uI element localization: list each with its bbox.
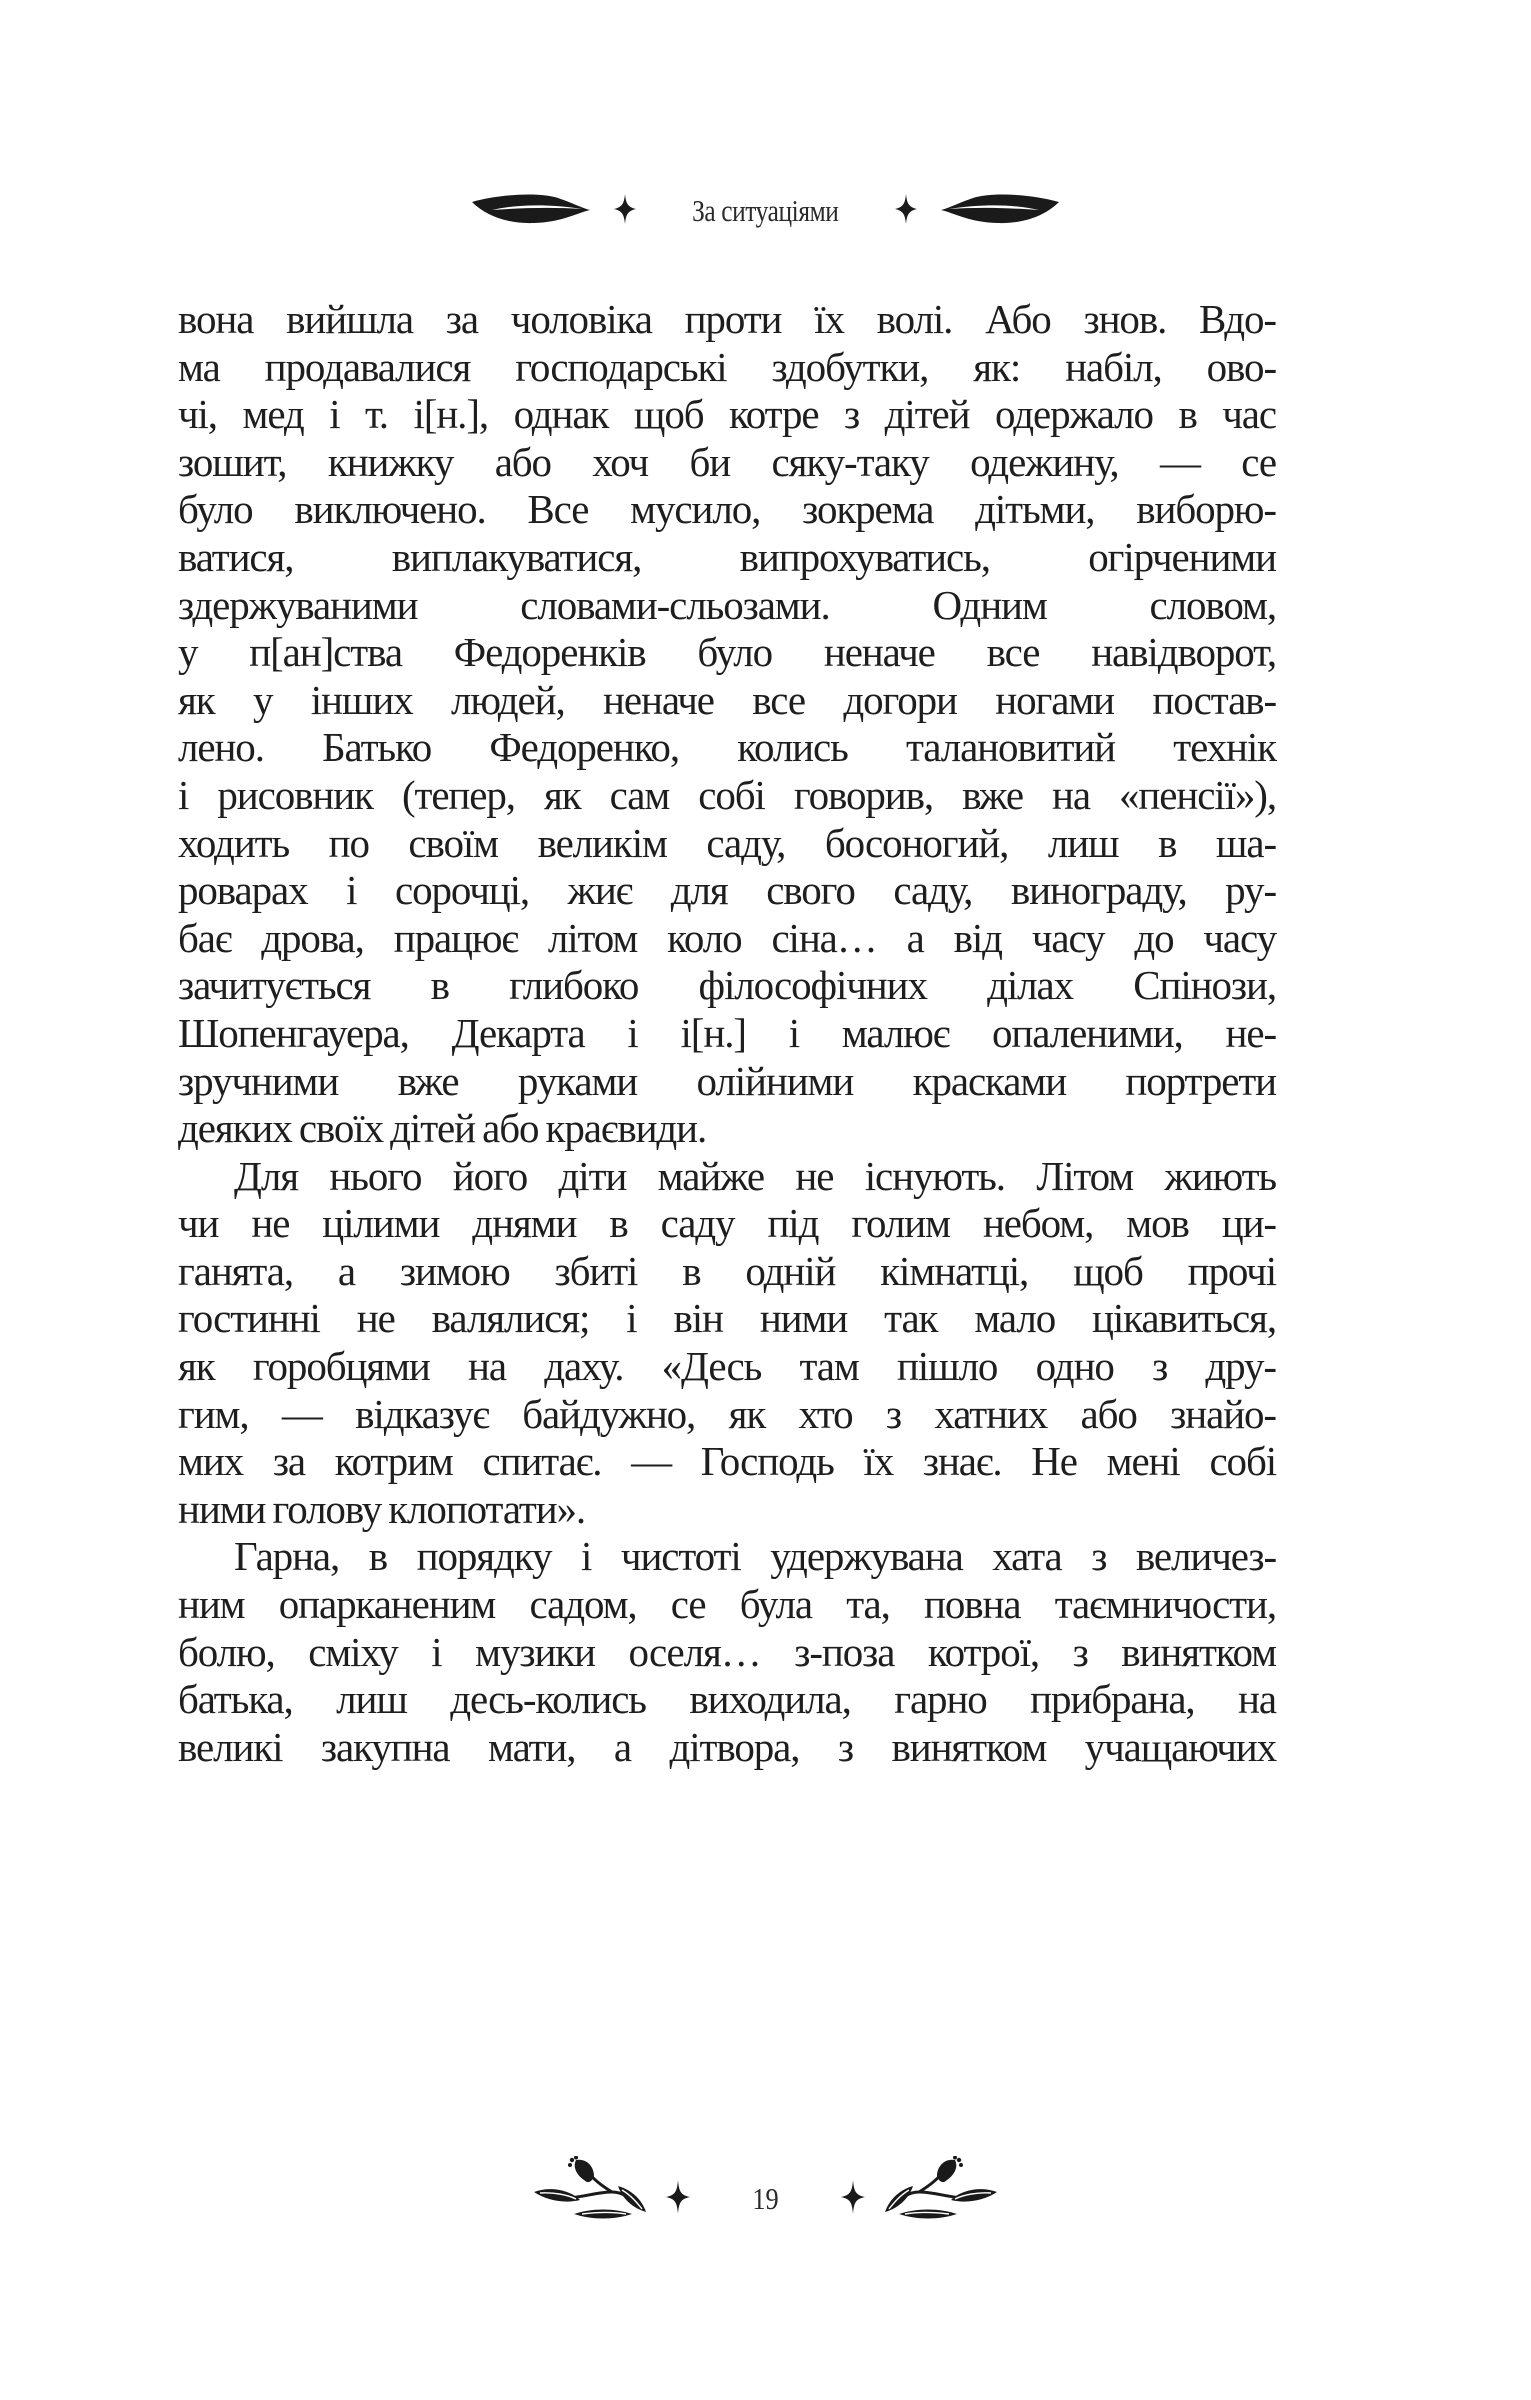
folio xyxy=(0,2155,1531,2225)
text-line: великі закупна мати, а дітвора, з винятком учащаючих xyxy=(178,1723,1276,1770)
four-point-star-icon xyxy=(841,2180,865,2219)
tulip-sprig-icon xyxy=(532,2156,652,2225)
leaf-icon xyxy=(931,192,1061,231)
text-line: роварах і сорочці, жиє для свого саду, винограду, ру- xyxy=(178,867,1276,914)
text-line: чі, мед і т. і[н.], однак щоб котре з дітей одержало в час xyxy=(178,391,1276,438)
running-head-title: За ситуаціями xyxy=(692,193,839,228)
text-line-paragraph-end: ними голову клопотати». xyxy=(178,1485,586,1532)
text-line: у п[ан]ства Федоренків було неначе все навідворот, xyxy=(178,629,1276,676)
text-line: ма продавалися господарські здобутки, як: набіл, ово- xyxy=(178,343,1276,390)
text-line: вона вийшла за чоловіка проти їх волі. Або знов. Вдо- xyxy=(178,296,1276,342)
text-line: лено. Батько Федоренко, колись талановитий технік xyxy=(178,724,1276,771)
tulip-sprig-icon xyxy=(879,2156,999,2225)
text-line: Шопенгауера, Декарта і і[н.] і малює опаленими, не- xyxy=(178,1009,1276,1056)
text-line-paragraph-end: деяких своїх дітей або краєвиди. xyxy=(178,1105,707,1152)
text-line: зачитується в глибоко філософічних ділах Спінози, xyxy=(178,962,1276,1009)
text-line: гим, — відказує байдужно, як хто з хатних або знайо- xyxy=(178,1390,1276,1437)
running-head xyxy=(0,186,1531,236)
four-point-star-icon xyxy=(895,194,917,229)
leaf-icon xyxy=(470,192,600,231)
text-line-paragraph-start: Гарна, в порядку і чистоті удержувана хата з величез- xyxy=(234,1533,1276,1580)
text-line: батька, лиш десь-колись виходила, гарно прибрана, на xyxy=(178,1676,1276,1723)
text-line: і рисовник (тепер, як сам собі говорив, вже на «пенсії»), xyxy=(178,771,1276,818)
text-line: зручними вже руками олійними красками портрети xyxy=(178,1057,1276,1104)
text-line: ватися, виплакуватися, випрохуватись, огірченими xyxy=(178,533,1276,580)
text-line: ганята, а зимою збиті в одній кімнатці, щоб прочі xyxy=(178,1247,1276,1294)
text-line: зошит, книжку або хоч би сяку-таку одежину, — се xyxy=(178,438,1276,485)
text-line: здержуваними словами-сльозами. Одним словом, xyxy=(178,581,1276,628)
text-line: було виключено. Все мусило, зокрема дітьми, виборю- xyxy=(178,486,1276,533)
text-line: ним опарканеним садом, се була та, повна таємничости, xyxy=(178,1581,1276,1628)
text-line: ходить по своїм великім саду, босоногий, лиш в ша- xyxy=(178,819,1276,866)
body-text xyxy=(178,296,1276,1771)
text-line: гостинні не валялися; і він ними так мало цікавиться, xyxy=(178,1295,1276,1342)
text-line: як горобцями на даху. «Десь там пішло одно з дру- xyxy=(178,1343,1276,1390)
four-point-star-icon xyxy=(666,2180,690,2219)
text-line: як у інших людей, неначе все догори ногами постав- xyxy=(178,676,1276,723)
text-line-paragraph-start: Для нього його діти майже не існують. Літом жиють xyxy=(234,1152,1276,1199)
four-point-star-icon xyxy=(614,194,636,229)
text-line: болю, сміху і музики оселя… з-поза котрої, з винятком xyxy=(178,1628,1276,1675)
text-line: бає дрова, працює літом коло сіна… а від часу до часу xyxy=(178,914,1276,961)
text-line: чи не цілими днями в саду під голим небом, мов ци- xyxy=(178,1200,1276,1247)
text-line: мих за котрим спитає. — Господь їх знає. Не мені собі xyxy=(178,1438,1276,1485)
page-number: 19 xyxy=(752,2181,779,2216)
